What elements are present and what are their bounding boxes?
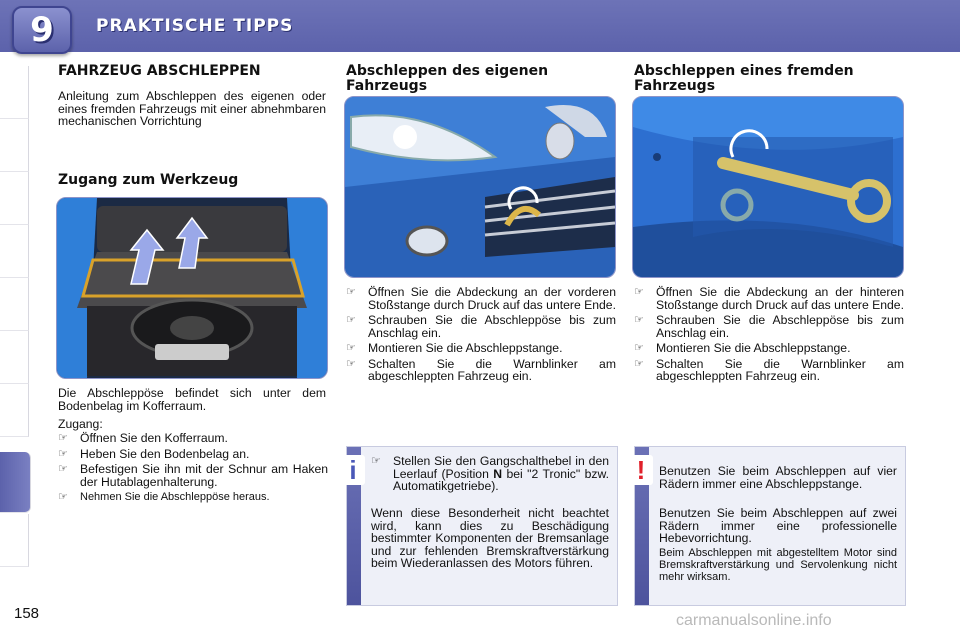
chapter-tab[interactable]	[0, 278, 29, 331]
front-bumper-photo	[344, 96, 616, 278]
section-title: FAHRZEUG ABSCHLEPPEN	[58, 63, 261, 79]
list-item: ☞ Öffnen Sie die Abdeckung an der vorderen Stoßstange durch Druck auf das untere Ende.	[346, 285, 616, 312]
pointing-hand-icon: ☞	[346, 314, 356, 326]
list-item: ☞ Öffnen Sie den Kofferraum.	[58, 431, 228, 445]
warning-icon: !	[629, 455, 653, 485]
warning-text-3: Beim Abschleppen mit abgestelltem Motor sind Bremskraftverstärkung und Servolenkung nicht mehr wirksam.	[659, 547, 897, 583]
pointing-hand-icon: ☞	[58, 447, 68, 460]
chapter-tab[interactable]	[0, 331, 29, 384]
trunk-photo	[56, 197, 328, 379]
list-item: ☞ Schrauben Sie die Abschleppöse bis zum Anschlag ein.	[346, 313, 616, 340]
chapter-tab[interactable]	[0, 172, 29, 225]
chapter-badge	[12, 6, 72, 54]
pointing-hand-icon: ☞	[371, 455, 381, 467]
page-title: PRAKTISCHE TIPPS	[96, 16, 294, 36]
chapter-tab[interactable]	[0, 119, 29, 172]
section-title-other-vehicle: Abschleppen eines fremden Fahrzeugs	[634, 63, 854, 94]
list-item: ☞ Montieren Sie die Abschleppstange.	[346, 341, 563, 355]
list-item: ☞ Schalten Sie die Warnblinker am abgeschleppten Fahrzeug ein.	[346, 356, 616, 383]
subsection-title: Zugang zum Werkzeug	[58, 172, 239, 188]
zugang-label: Zugang:	[58, 417, 103, 431]
info-box	[346, 446, 618, 606]
other-vehicle-steps-list	[634, 286, 904, 386]
list-item: ☞ Öffnen Sie die Abdeckung an der hinteren Stoßstange durch Druck auf das untere Ende.	[634, 285, 904, 312]
chapter-tab[interactable]	[0, 384, 29, 437]
warning-text-1: Benutzen Sie beim Abschleppen auf vier Rädern immer eine Abschleppstange.	[659, 464, 897, 491]
chapter-tabs	[0, 52, 30, 592]
pointing-hand-icon: ☞	[58, 432, 68, 444]
pointing-hand-icon: ☞	[634, 342, 644, 354]
chapter-tab[interactable]	[0, 514, 29, 567]
info-icon: i	[341, 455, 365, 485]
list-item: ☞ Nehmen Sie die Abschleppöse heraus.	[58, 491, 270, 503]
trunk-steps-list	[58, 432, 328, 507]
intro-text: Anleitung zum Abschleppen des eigenen oder eines fremden Fahrzeugs mit einer abnehmbaren mechanischen Vorrichtung	[58, 89, 326, 128]
list-item: ☞ Schrauben Sie die Abschleppöse bis zum Anschlag ein.	[634, 313, 904, 340]
pointing-hand-icon: ☞	[346, 286, 356, 298]
warning-box	[634, 446, 906, 606]
chapter-number: 9	[30, 10, 54, 50]
chapter-tab[interactable]	[0, 66, 29, 119]
list-item: ☞ Montieren Sie die Abschleppstange.	[634, 341, 851, 355]
list-item: ☞ Schalten Sie die Warnblinker am abgeschleppten Fahrzeug ein.	[634, 356, 904, 383]
own-vehicle-steps-list	[346, 286, 616, 386]
list-item: ☞ Heben Sie den Bodenbelag an.	[58, 446, 250, 461]
page-number: 158	[14, 605, 40, 622]
header-bar	[0, 0, 960, 52]
pointing-hand-icon: ☞	[58, 463, 68, 475]
pointing-hand-icon: ☞	[346, 342, 356, 354]
chapter-tab[interactable]	[0, 225, 29, 278]
watermark: carmanualsonline.info	[676, 612, 832, 629]
pointing-hand-icon: ☞	[346, 357, 356, 370]
info-box-text: Wenn diese Besonderheit nicht beachtet wird, kann dies zu Beschädigung bestimmter Komponenten der Bremsanlage und zur fehlenden Bremskraftverstärkung beim Wiederanlassen des Motors führen.	[371, 506, 609, 570]
rear-bumper-photo	[632, 96, 904, 278]
body-text: Die Abschleppöse befindet sich unter dem Bodenbelag im Kofferraum.	[58, 386, 326, 413]
list-item: ☞ Stellen Sie den Gangschalthebel in den Leerlauf (Position N bei "2 Tronic" bzw. Automatikgetriebe).	[371, 454, 609, 493]
info-box-list	[371, 455, 609, 496]
chapter-tab-active[interactable]	[0, 452, 31, 513]
warning-text-2: Benutzen Sie beim Abschleppen auf zwei Rädern immer eine professionelle Hebevorrichtung.	[659, 506, 897, 545]
pointing-hand-icon: ☞	[58, 491, 68, 503]
pointing-hand-icon: ☞	[634, 357, 644, 370]
list-item: ☞ Befestigen Sie ihn mit der Schnur am Haken der Hutablagenhalterung.	[58, 462, 328, 489]
pointing-hand-icon: ☞	[634, 286, 644, 298]
pointing-hand-icon: ☞	[634, 314, 644, 326]
section-title-own-vehicle: Abschleppen des eigenen Fahrzeugs	[346, 63, 549, 94]
